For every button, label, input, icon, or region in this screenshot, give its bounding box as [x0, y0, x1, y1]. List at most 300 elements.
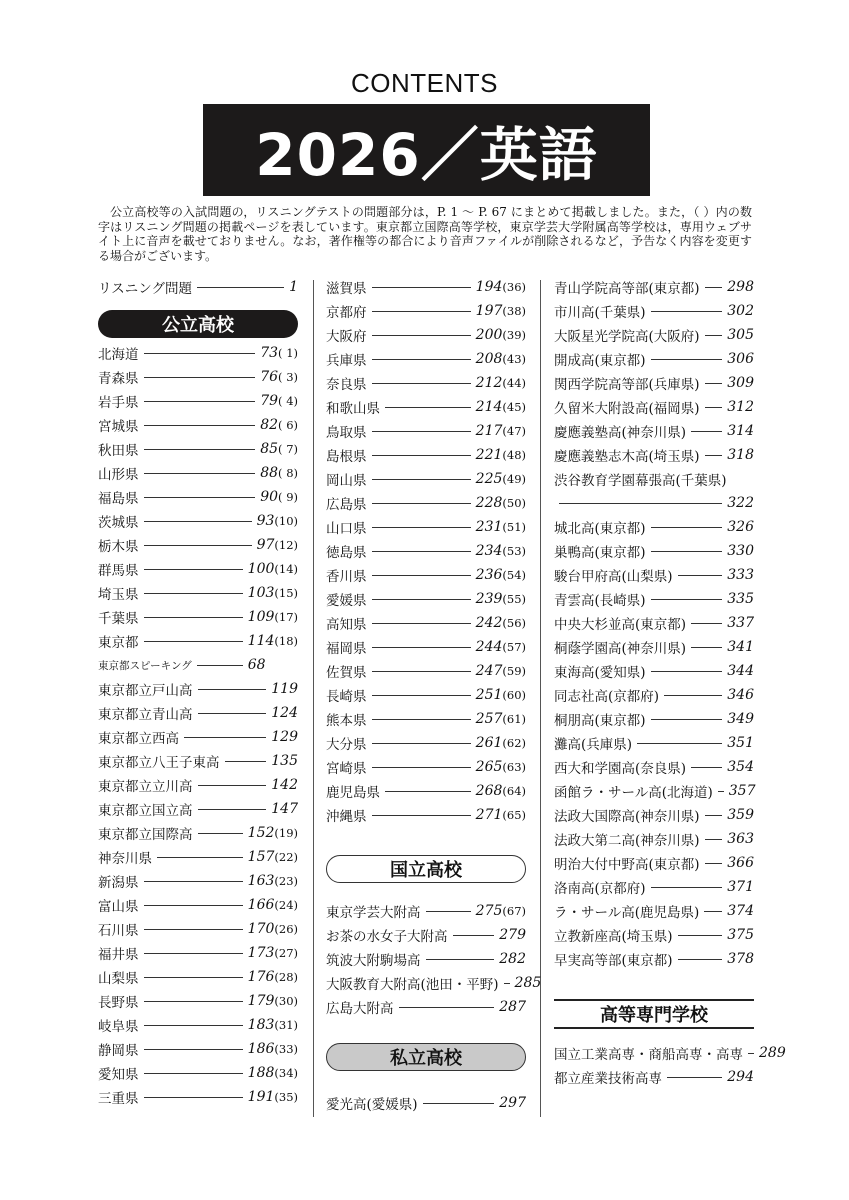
- toc-listening-page: (57): [502, 640, 526, 654]
- toc-entry[interactable]: [554, 445, 754, 465]
- toc-entry-name: 山梨県: [98, 971, 139, 987]
- toc-entry[interactable]: [326, 685, 526, 705]
- toc-entry[interactable]: [98, 871, 298, 891]
- toc-entry-name: 桐朋高(東京都): [554, 713, 646, 729]
- toc-entry-name: 大阪府: [326, 329, 367, 345]
- toc-leader-line: [372, 383, 471, 384]
- toc-page-number: 335: [727, 591, 754, 607]
- toc-entry-name: お茶の水女子大附高: [326, 929, 448, 945]
- toc-entry[interactable]: [98, 511, 298, 531]
- toc-entry-name: 徳島県: [326, 545, 367, 561]
- toc-page-number: 197: [475, 303, 503, 319]
- toc-page-number: 109: [247, 609, 275, 625]
- toc-leader-line: [198, 809, 267, 810]
- toc-page-number: 124: [271, 705, 298, 721]
- toc-entry-name: 東京学芸大附高: [326, 905, 421, 921]
- toc-listening-page: (31): [274, 1018, 298, 1032]
- toc-entry[interactable]: [554, 661, 754, 681]
- toc-entry-name: 久留米大附設高(福岡県): [554, 401, 700, 417]
- toc-leader-line: [691, 623, 722, 624]
- toc-leader-line: [372, 479, 471, 480]
- toc-entry-name: 青山学院高等部(東京都): [554, 281, 700, 297]
- toc-leader-line: [144, 1001, 243, 1002]
- toc-listening-page: (36): [502, 280, 526, 294]
- toc-entry[interactable]: [98, 775, 298, 795]
- toc-entry-name: 神奈川県: [98, 851, 152, 867]
- toc-entry[interactable]: [554, 565, 754, 585]
- toc-entry-name: 東京都スピーキング: [98, 659, 192, 672]
- toc-leader-line: [651, 671, 723, 672]
- toc-page-number: 341: [727, 639, 754, 655]
- toc-entry-name: 青雲高(長崎県): [554, 593, 646, 609]
- toc-page-number: 251: [475, 687, 503, 703]
- toc-entry-name: 兵庫県: [326, 353, 367, 369]
- toc-page-number: 179: [247, 993, 275, 1009]
- toc-entry-name: 桐蔭学園高(神奈川県): [554, 641, 687, 657]
- toc-entry[interactable]: [326, 637, 526, 657]
- toc-listening-page: ( 7): [278, 442, 298, 456]
- toc-page-number: 135: [271, 753, 298, 769]
- toc-entry-name: 香川県: [326, 569, 367, 585]
- toc-leader-line: [705, 815, 723, 816]
- toc-entry-name: 静岡県: [98, 1043, 139, 1059]
- toc-entry-name: 秋田県: [98, 443, 139, 459]
- toc-page-number: 173: [247, 945, 275, 961]
- toc-entry-name: 群馬県: [98, 563, 139, 579]
- toc-entry[interactable]: [554, 637, 754, 657]
- column-divider: [313, 280, 314, 1117]
- toc-entry[interactable]: [98, 277, 298, 297]
- toc-leader-line: [691, 767, 722, 768]
- toc-leader-line: [705, 407, 723, 408]
- section-heading-label: 高等専門学校: [600, 1005, 708, 1026]
- toc-page-number: 119: [271, 681, 298, 697]
- toc-leader-line: [372, 503, 471, 504]
- toc-entry-name: 城北高(東京都): [554, 521, 646, 537]
- toc-entry[interactable]: [98, 943, 298, 963]
- toc-leader-line: [144, 929, 243, 930]
- toc-page-number: 275: [475, 903, 503, 919]
- toc-leader-line: [637, 743, 722, 744]
- toc-leader-line: [144, 497, 256, 498]
- toc-listening-page: (27): [274, 946, 298, 960]
- toc-listening-page: (51): [502, 520, 526, 534]
- toc-entry[interactable]: [98, 799, 298, 819]
- toc-page-number: 82: [260, 417, 279, 433]
- toc-entry[interactable]: [554, 877, 754, 897]
- toc-entry[interactable]: [554, 373, 754, 393]
- toc-entry[interactable]: [554, 733, 754, 753]
- toc-entry[interactable]: [326, 661, 526, 681]
- toc-entry[interactable]: [326, 397, 526, 417]
- toc-entry[interactable]: [98, 919, 298, 939]
- toc-entry[interactable]: [98, 823, 298, 843]
- toc-entry[interactable]: [98, 1087, 298, 1107]
- toc-entry-name: 佐賀県: [326, 665, 367, 681]
- toc-entry-name: 愛媛県: [326, 593, 367, 609]
- toc-entry[interactable]: [326, 613, 526, 633]
- toc-page-number: 363: [727, 831, 754, 847]
- toc-listening-page: (55): [502, 592, 526, 606]
- toc-entry-name: 東京都: [98, 635, 139, 651]
- toc-leader-line: [691, 431, 722, 432]
- toc-entry[interactable]: [326, 325, 526, 345]
- toc-leader-line: [651, 887, 723, 888]
- toc-entry-name: 茨城県: [98, 515, 139, 531]
- toc-entry[interactable]: [554, 325, 754, 345]
- toc-leader-line: [423, 1103, 495, 1104]
- toc-page-number: 93: [256, 513, 275, 529]
- toc-entry[interactable]: [326, 541, 526, 561]
- toc-entry[interactable]: [326, 805, 526, 825]
- toc-entry[interactable]: [326, 589, 526, 609]
- toc-entry[interactable]: [326, 445, 526, 465]
- toc-entry[interactable]: [554, 421, 754, 441]
- toc-entry-name: 洛南高(京都府): [554, 881, 646, 897]
- toc-page-number: 214: [475, 399, 503, 415]
- toc-entry[interactable]: [326, 925, 526, 945]
- toc-entry[interactable]: [326, 349, 526, 369]
- toc-entry[interactable]: [326, 733, 526, 753]
- toc-entry[interactable]: [98, 703, 298, 723]
- toc-leader-line: [144, 545, 252, 546]
- toc-entry[interactable]: [554, 805, 754, 825]
- toc-entry[interactable]: [554, 1043, 786, 1063]
- toc-leader-line: [197, 665, 243, 666]
- toc-page-number: 212: [475, 375, 503, 391]
- toc-entry[interactable]: [326, 973, 542, 993]
- toc-page-number: 366: [727, 855, 754, 871]
- toc-listening-page: (35): [274, 1090, 298, 1104]
- toc-entry-name: 山口県: [326, 521, 367, 537]
- toc-page-number: 236: [475, 567, 503, 583]
- toc-entry[interactable]: [554, 781, 754, 801]
- toc-leader-line: [144, 1073, 243, 1074]
- toc-page-number: 79: [260, 393, 279, 409]
- toc-entry[interactable]: [554, 349, 754, 369]
- toc-listening-page: (26): [274, 922, 298, 936]
- toc-entry[interactable]: [98, 535, 298, 555]
- toc-page-number: 100: [247, 561, 275, 577]
- toc-entry[interactable]: [98, 343, 298, 363]
- toc-page-number: 225: [475, 471, 503, 487]
- toc-leader-line: [651, 719, 723, 720]
- toc-entry-name: 京都府: [326, 305, 367, 321]
- toc-leader-line: [718, 791, 724, 792]
- toc-leader-line: [197, 287, 284, 288]
- toc-page-number: 349: [727, 711, 754, 727]
- toc-leader-line: [559, 503, 722, 504]
- toc-listening-page: (43): [502, 352, 526, 366]
- toc-page-number: 261: [475, 735, 503, 751]
- toc-listening-page: (23): [274, 874, 298, 888]
- toc-entry[interactable]: [554, 589, 754, 609]
- toc-entry[interactable]: [554, 301, 754, 321]
- toc-entry-name: 大分県: [326, 737, 367, 753]
- toc-listening-page: (45): [502, 400, 526, 414]
- toc-entry-name: 福島県: [98, 491, 139, 507]
- toc-entry-name: 早実高等部(東京都): [554, 953, 673, 969]
- toc-entry[interactable]: [326, 709, 526, 729]
- toc-entry[interactable]: [98, 1039, 298, 1059]
- toc-entry[interactable]: [98, 847, 298, 867]
- toc-leader-line: [705, 839, 723, 840]
- toc-entry[interactable]: [98, 895, 298, 915]
- toc-leader-line: [372, 767, 471, 768]
- toc-page-number: 90: [260, 489, 279, 505]
- toc-leader-line: [372, 311, 471, 312]
- toc-entry-name: 市川高(千葉県): [554, 305, 646, 321]
- toc-entry-name: 東京都立八王子東高: [98, 755, 220, 771]
- toc-entry[interactable]: [98, 1063, 298, 1083]
- toc-page-number: 200: [475, 327, 503, 343]
- toc-listening-page: (67): [502, 904, 526, 918]
- toc-entry[interactable]: [326, 901, 526, 921]
- toc-entry[interactable]: [98, 727, 298, 747]
- toc-entry-name: 都立産業技術高専: [554, 1071, 662, 1087]
- toc-entry[interactable]: [554, 517, 754, 537]
- toc-leader-line: [664, 695, 722, 696]
- toc-entry-name: 駿台甲府高(山梨県): [554, 569, 673, 585]
- toc-entry[interactable]: [554, 685, 754, 705]
- toc-leader-line: [144, 953, 243, 954]
- toc-entry[interactable]: [326, 781, 526, 801]
- toc-page-number: 271: [475, 807, 503, 823]
- toc-leader-line: [157, 857, 243, 858]
- toc-page-number: 129: [271, 729, 298, 745]
- toc-entry[interactable]: [98, 607, 298, 627]
- toc-leader-line: [678, 575, 723, 576]
- toc-page-number: 68: [247, 657, 266, 673]
- toc-listening-page: ( 4): [278, 394, 298, 408]
- toc-leader-line: [651, 599, 723, 600]
- toc-entry-name: 滋賀県: [326, 281, 367, 297]
- toc-page-number: 231: [475, 519, 503, 535]
- toc-listening-page: (44): [502, 376, 526, 390]
- toc-page-number: 247: [475, 663, 503, 679]
- toc-page-number: 346: [727, 687, 754, 703]
- toc-leader-line: [372, 743, 471, 744]
- toc-entry[interactable]: [98, 967, 298, 987]
- toc-leader-line: [372, 695, 471, 696]
- toc-entry[interactable]: [98, 439, 298, 459]
- toc-page-number: 176: [247, 969, 275, 985]
- toc-page-number: 97: [256, 537, 275, 553]
- toc-page-number: 357: [728, 783, 756, 799]
- toc-entry[interactable]: [554, 493, 754, 513]
- toc-listening-page: (28): [274, 970, 298, 984]
- toc-page-number: 305: [727, 327, 754, 343]
- toc-entry[interactable]: [98, 631, 298, 651]
- toc-entry[interactable]: [554, 757, 754, 777]
- toc-leader-line: [144, 449, 256, 450]
- toc-entry[interactable]: [326, 301, 526, 321]
- toc-entry-name: 開成高(東京都): [554, 353, 646, 369]
- toc-page-number: 163: [247, 873, 275, 889]
- toc-page-number: 289: [759, 1045, 786, 1061]
- toc-entry[interactable]: [554, 469, 754, 489]
- toc-leader-line: [144, 881, 243, 882]
- toc-leader-line: [144, 905, 243, 906]
- toc-entry[interactable]: [326, 1093, 526, 1113]
- toc-page-number: 85: [260, 441, 279, 457]
- toc-leader-line: [144, 473, 256, 474]
- toc-entry[interactable]: [98, 751, 298, 771]
- page-title: 2026／英語: [255, 121, 598, 189]
- toc-entry-name: リスニング問題: [98, 281, 192, 297]
- toc-entry-name: 法政大第二高(神奈川県): [554, 833, 700, 849]
- toc-entry[interactable]: [554, 397, 754, 417]
- toc-leader-line: [372, 647, 471, 648]
- toc-listening-page: (10): [274, 514, 298, 528]
- toc-leader-line: [748, 1053, 754, 1054]
- toc-entry-name: 明治大付中野高(東京都): [554, 857, 700, 873]
- toc-page-number: 183: [247, 1017, 275, 1033]
- toc-entry[interactable]: [326, 757, 526, 777]
- toc-page-number: 318: [727, 447, 754, 463]
- toc-leader-line: [144, 1097, 243, 1098]
- toc-entry[interactable]: [326, 997, 526, 1017]
- toc-entry-name: 愛知県: [98, 1067, 139, 1083]
- toc-entry[interactable]: [554, 709, 754, 729]
- toc-page-number: 330: [727, 543, 754, 559]
- toc-entry[interactable]: [554, 277, 754, 297]
- toc-entry[interactable]: [554, 853, 754, 873]
- toc-entry[interactable]: [326, 373, 526, 393]
- toc-leader-line: [372, 431, 471, 432]
- toc-page-number: 186: [247, 1041, 275, 1057]
- toc-entry[interactable]: [98, 559, 298, 579]
- toc-leader-line: [198, 689, 267, 690]
- section-heading: [554, 999, 754, 1029]
- toc-entry-name: 岩手県: [98, 395, 139, 411]
- toc-leader-line: [691, 647, 722, 648]
- toc-leader-line: [651, 527, 723, 528]
- toc-entry-name: 東京都立国立高: [98, 803, 193, 819]
- intro-paragraph: 公立高校等の入試問題の，リスニングテストの問題部分は，P. 1 ～ P. 67 にまとめて掲載しました。また，（ ）内の数字はリスニング問題の掲載ページを表しています。東京都立国際高等学校，東京学芸大学附属高等学校は，専用ウェブサイト上に音声を載せておりません。なお，著作権等の都合により音声ファイルが削除されるなど，予告なく内容を変更する場合がございます。: [98, 205, 752, 263]
- toc-leader-line: [144, 617, 243, 618]
- toc-leader-line: [372, 455, 471, 456]
- toc-page-number: 217: [475, 423, 503, 439]
- toc-entry[interactable]: [326, 421, 526, 441]
- toc-page-number: 371: [727, 879, 754, 895]
- toc-page-number: 298: [727, 279, 754, 295]
- toc-entry-name: 長崎県: [326, 689, 367, 705]
- toc-leader-line: [144, 641, 243, 642]
- toc-leader-line: [198, 833, 243, 834]
- toc-page-number: 294: [727, 1069, 754, 1085]
- toc-entry-name: 国立工業高専・商船高専・高専: [554, 1047, 743, 1063]
- toc-entry[interactable]: [326, 277, 526, 297]
- toc-listening-page: (49): [502, 472, 526, 486]
- toc-page-number: 88: [260, 465, 279, 481]
- toc-leader-line: [372, 287, 471, 288]
- toc-entry[interactable]: [326, 493, 526, 513]
- toc-entry-name: 東京都立国際高: [98, 827, 193, 843]
- toc-entry-name: 函館ラ・サール高(北海道): [554, 785, 713, 801]
- toc-entry[interactable]: [554, 901, 754, 921]
- toc-entry[interactable]: [554, 1067, 754, 1087]
- toc-entry-name: 熊本県: [326, 713, 367, 729]
- toc-entry-name: 宮城県: [98, 419, 139, 435]
- toc-entry-name: 沖縄県: [326, 809, 367, 825]
- toc-listening-page: (33): [274, 1042, 298, 1056]
- toc-entry[interactable]: [554, 829, 754, 849]
- toc-entry[interactable]: [98, 1015, 298, 1035]
- toc-page-number: 242: [475, 615, 503, 631]
- toc-entry[interactable]: [98, 655, 298, 675]
- toc-entry[interactable]: [554, 925, 754, 945]
- toc-entry-name: 鳥取県: [326, 425, 367, 441]
- toc-leader-line: [225, 761, 267, 762]
- toc-leader-line: [198, 785, 267, 786]
- toc-page-number: 359: [727, 807, 754, 823]
- toc-listening-page: (61): [502, 712, 526, 726]
- toc-page-number: 166: [247, 897, 275, 913]
- toc-entry-name: 東京都立西高: [98, 731, 179, 747]
- toc-listening-page: (38): [502, 304, 526, 318]
- toc-leader-line: [705, 863, 723, 864]
- toc-entry[interactable]: [554, 613, 754, 633]
- toc-listening-page: (19): [274, 826, 298, 840]
- toc-entry-name: 東京都立戸山高: [98, 683, 193, 699]
- toc-page-number: 279: [499, 927, 526, 943]
- toc-entry[interactable]: [554, 541, 754, 561]
- toc-entry-name: 同志社高(京都府): [554, 689, 660, 705]
- toc-entry[interactable]: [326, 469, 526, 489]
- toc-listening-page: (48): [502, 448, 526, 462]
- toc-entry[interactable]: [98, 463, 298, 483]
- toc-listening-page: (34): [274, 1066, 298, 1080]
- toc-entry-name: 法政大国際高(神奈川県): [554, 809, 700, 825]
- toc-entry[interactable]: [98, 391, 298, 411]
- toc-leader-line: [705, 287, 723, 288]
- toc-page-number: 76: [260, 369, 279, 385]
- toc-entry[interactable]: [326, 949, 526, 969]
- section-heading-label: 公立高校: [162, 315, 234, 336]
- section-heading-label: 国立高校: [390, 860, 462, 881]
- toc-entry[interactable]: [98, 991, 298, 1011]
- toc-page-number: 157: [247, 849, 275, 865]
- toc-entry[interactable]: [98, 487, 298, 507]
- toc-leader-line: [144, 1049, 243, 1050]
- toc-entry-name: 山形県: [98, 467, 139, 483]
- toc-entry[interactable]: [98, 583, 298, 603]
- toc-entry[interactable]: [326, 565, 526, 585]
- toc-entry[interactable]: [98, 367, 298, 387]
- toc-entry-name: 広島大附高: [326, 1001, 394, 1017]
- toc-leader-line: [426, 911, 471, 912]
- toc-entry-name: 東海高(愛知県): [554, 665, 646, 681]
- toc-leader-line: [667, 1077, 722, 1078]
- toc-leader-line: [198, 713, 267, 714]
- toc-entry[interactable]: [98, 415, 298, 435]
- toc-page-number: 103: [247, 585, 275, 601]
- toc-entry[interactable]: [326, 517, 526, 537]
- toc-page-number: 354: [727, 759, 754, 775]
- toc-listening-page: ( 3): [278, 370, 298, 384]
- toc-page-number: 378: [727, 951, 754, 967]
- toc-entry-name: 三重県: [98, 1091, 139, 1107]
- toc-entry-name: 青森県: [98, 371, 139, 387]
- toc-listening-page: ( 6): [278, 418, 298, 432]
- toc-leader-line: [678, 959, 723, 960]
- toc-entry-name: 栃木県: [98, 539, 139, 555]
- toc-entry[interactable]: [98, 679, 298, 699]
- toc-listening-page: (22): [274, 850, 298, 864]
- toc-listening-page: (62): [502, 736, 526, 750]
- toc-entry[interactable]: [554, 949, 754, 969]
